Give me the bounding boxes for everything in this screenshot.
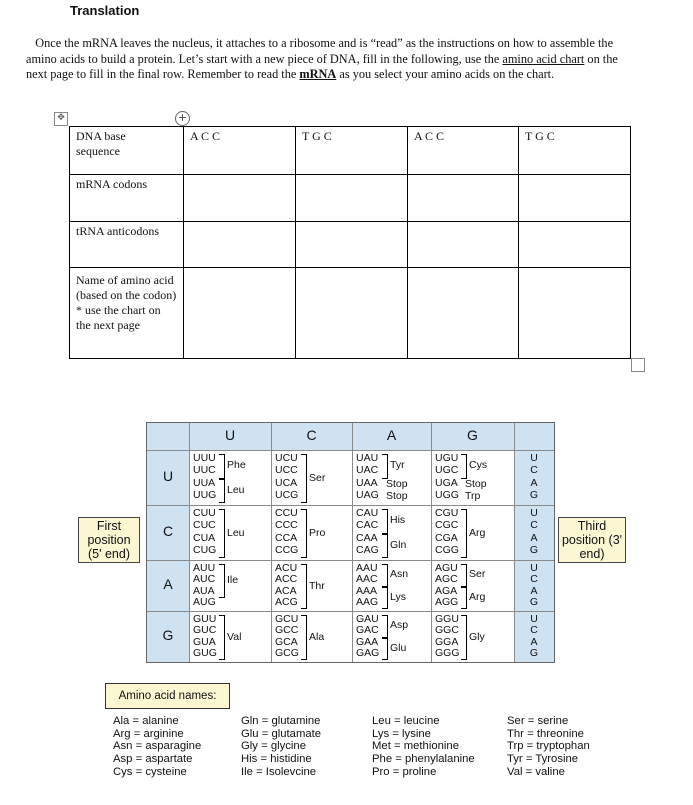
third-position-letter: A (530, 531, 538, 544)
amino-acid-name-entry: Asp = aspartate (113, 753, 193, 766)
chart-header-line (147, 450, 554, 451)
amino-acid-asp: Asp (390, 619, 409, 632)
first-position-label: First position (5' end) (78, 517, 140, 563)
amino-acid-cys: Cys (469, 459, 488, 472)
third-position-letter: C (530, 573, 538, 586)
codon-ucg: UCG (275, 488, 299, 501)
third-position-letter: U (530, 507, 538, 519)
amino-acid-val: Val (227, 630, 242, 643)
intro-text-1: Once the mRNA leaves the nucleus, it attaches to a ribosome and is “read” as the instructions on how to assemble the amino acids to build a protein. Let’s start with a new piece of DNA, fill in the following, use the (26, 36, 614, 66)
amino-acid-lys: Lys (390, 590, 406, 603)
codon-aaa: AAA (356, 584, 378, 597)
codon-gac: GAC (356, 624, 379, 637)
amino-acid-names-column (241, 715, 321, 779)
mrna-emphasis: mRNA (299, 67, 337, 81)
amino-acid-phe: Phe (227, 459, 246, 472)
codon-aau: AAU (356, 562, 378, 574)
amino-acid-his: His (390, 514, 406, 527)
third-position-letter: A (530, 584, 538, 597)
codon-agu: AGU (435, 562, 458, 574)
codon-auc: AUC (193, 573, 216, 586)
amino-acid-arg: Arg (469, 590, 486, 603)
aa-cell-4[interactable] (519, 268, 631, 359)
table-row (70, 222, 631, 268)
codon-aug: AUG (193, 595, 216, 608)
amino-acid-name-entry: Val = valine (507, 765, 565, 778)
chart-col-line (352, 423, 353, 662)
amino-acid-names-column (113, 715, 201, 779)
amino-acid-names-column (507, 715, 590, 779)
codon-gcg: GCG (275, 646, 299, 659)
insert-column-icon[interactable]: + (175, 111, 190, 126)
trna-cell-3[interactable] (408, 222, 519, 268)
codon-aag: AAG (356, 595, 379, 608)
amino-acid-ile: Ile (227, 573, 239, 586)
amino-acid-name-entry: Tyr = Tyrosine (507, 753, 579, 766)
amino-acid-leu: Leu (227, 483, 245, 496)
dna-cell-2[interactable]: T G C (296, 127, 408, 175)
trna-cell-4[interactable] (519, 222, 631, 268)
codon-group-bracket (382, 534, 388, 559)
third-position-letter: C (530, 464, 538, 477)
codon-gug: GUG (193, 646, 217, 659)
codon-uau: UAU (356, 452, 379, 464)
codon-ucc: UCC (275, 464, 298, 477)
codon-group-bracket (219, 454, 225, 479)
codon-gag: GAG (356, 646, 380, 659)
chart-col-line (189, 423, 190, 662)
codon-ugc: UGC (435, 464, 459, 477)
amino-acid-name-entry: Ile = Isolevcine (241, 765, 317, 778)
mrna-cell-1[interactable] (184, 175, 296, 222)
translation-worksheet-table (69, 126, 631, 359)
third-position-letter: U (530, 562, 538, 574)
codon-agc: AGC (435, 573, 458, 586)
codon-guu: GUU (193, 613, 217, 625)
amino-acid-asn: Asn (390, 568, 409, 581)
codon-ggu: GGU (435, 613, 459, 625)
amino-acid-ser: Ser (469, 568, 486, 581)
table-row (70, 175, 631, 222)
amino-acid-gly: Gly (469, 630, 485, 643)
codon-gau: GAU (356, 613, 379, 625)
second-position-header: U (224, 427, 236, 443)
codon-acc: ACC (275, 573, 298, 586)
amino-acid-name-entry: Met = methionine (372, 740, 459, 753)
amino-acid-stop: Stop (386, 489, 408, 502)
codon-acu: ACU (275, 562, 298, 574)
third-position-letter: A (530, 476, 538, 489)
codon-ccu: CCU (275, 507, 298, 519)
codon-cgc: CGC (435, 519, 459, 532)
amino-acid-stop: Stop (465, 477, 487, 490)
chart-row-line (147, 611, 554, 612)
amino-acid-name-entry: Trp = tryptophan (507, 740, 590, 753)
codon-group-bracket (461, 564, 467, 587)
codon-group-bracket (219, 615, 225, 660)
amino-acid-name-entry: Gly = glycine (241, 740, 306, 753)
intro-paragraph (26, 36, 636, 83)
row-label-mrna: mRNA codons (70, 175, 184, 222)
amino-acid-name-entry: Cys = cysteine (113, 765, 187, 778)
codon-cgu: CGU (435, 507, 459, 519)
codon-gaa: GAA (356, 635, 379, 648)
second-position-header: A (386, 427, 397, 443)
amino-acid-name-entry: Ala = alanine (113, 715, 179, 727)
codon-agg: AGG (435, 595, 459, 608)
chart-header-band (147, 423, 554, 450)
dna-cell-3[interactable]: A C C (408, 127, 519, 175)
amino-acid-gln: Gln (390, 538, 407, 551)
amino-acid-name-entry: Arg = arginine (113, 727, 184, 740)
codon-gcu: GCU (275, 613, 299, 625)
third-position-letter: C (530, 519, 538, 532)
codon-ggc: GGC (435, 624, 459, 637)
second-position-header: G (467, 427, 478, 443)
codon-acg: ACG (275, 595, 298, 608)
third-position-letter: U (530, 452, 538, 464)
amino-acid-name-entry: Gln = glutamine (241, 715, 321, 727)
aa-cell-1[interactable] (184, 268, 296, 359)
codon-group-bracket (219, 479, 225, 504)
codon-group-bracket (301, 454, 307, 503)
third-position-letter: G (529, 646, 539, 659)
third-position-letter: C (530, 624, 538, 637)
second-position-header: C (306, 427, 317, 443)
codon-group-bracket (219, 564, 225, 598)
codon-group-bracket (301, 564, 307, 609)
dna-cell-4[interactable]: T G C (519, 127, 631, 175)
codon-group-bracket (461, 587, 467, 610)
codon-cca: CCA (275, 531, 298, 544)
codon-cuc: CUC (193, 519, 216, 532)
codon-gcc: GCC (275, 624, 299, 637)
paragraph-end-marker (631, 358, 645, 372)
first-position-letter: U (162, 467, 174, 484)
amino-acid-name-entry: Thr = threonine (507, 727, 584, 740)
first-position-letter: G (162, 626, 174, 643)
codon-cga: CGA (435, 531, 458, 544)
amino-acid-trp: Trp (465, 489, 481, 502)
codon-cgg: CGG (435, 543, 459, 556)
codon-cau: CAU (356, 507, 379, 519)
codon-uug: UUG (193, 488, 217, 501)
codon-aga: AGA (435, 584, 458, 597)
amino-acid-name-entry: Pro = proline (372, 765, 437, 778)
mrna-cell-3[interactable] (408, 175, 519, 222)
dna-cell-1[interactable]: A C C (184, 127, 296, 175)
codon-group-bracket (301, 509, 307, 558)
chart-col-line (431, 423, 432, 662)
mrna-cell-4[interactable] (519, 175, 631, 222)
codon-group-bracket (382, 454, 388, 479)
codon-gua: GUA (193, 635, 216, 648)
amino-acid-names-title: Amino acid names: (105, 683, 230, 709)
chart-row-line (147, 505, 554, 506)
codon-uga: UGA (435, 476, 458, 489)
codon-group-bracket (382, 638, 388, 661)
codon-guc: GUC (193, 624, 217, 637)
amino-acid-glu: Glu (390, 641, 407, 654)
third-position-letter: G (529, 488, 539, 501)
third-position-letter: U (530, 613, 538, 625)
codon-aua: AUA (193, 584, 215, 597)
third-position-letter: G (529, 543, 539, 556)
third-position-letter: A (530, 635, 538, 648)
codon-ugu: UGU (435, 452, 459, 464)
codon-ccc: CCC (275, 519, 298, 532)
row-label-trna: tRNA anticodons (70, 222, 184, 268)
codon-uua: UUA (193, 476, 216, 489)
codon-uac: UAC (356, 464, 379, 477)
amino-acid-leu: Leu (227, 526, 245, 539)
first-position-letter: A (163, 575, 173, 592)
codon-gga: GGA (435, 635, 459, 648)
table-row (70, 127, 631, 175)
amino-acid-chart-link[interactable]: amino acid chart (502, 51, 585, 66)
amino-acid-name-entry: Glu = glutamate (241, 727, 322, 740)
codon-uca: UCA (275, 476, 298, 489)
amino-acid-name-entry: Lys = lysine (372, 727, 431, 740)
amino-acid-thr: Thr (309, 579, 325, 592)
codon-cuu: CUU (193, 507, 216, 519)
codon-group-bracket (461, 615, 467, 660)
codon-ggg: GGG (435, 646, 460, 659)
codon-group-bracket (382, 615, 388, 638)
third-position-label: Third position (3' end) (558, 517, 626, 563)
codon-group-bracket (382, 509, 388, 534)
codon-group-bracket (382, 564, 388, 587)
codon-uag: UAG (356, 488, 379, 501)
codon-group-bracket (301, 615, 307, 660)
codon-ucu: UCU (275, 452, 298, 464)
amino-acid-name-entry: Ser = serine (507, 715, 569, 727)
amino-acid-names-column (372, 715, 475, 779)
codon-aca: ACA (275, 584, 297, 597)
chart-col-line (514, 423, 515, 662)
chart-row-line (147, 560, 554, 561)
third-position-letter: G (529, 595, 539, 608)
codon-cac: CAC (356, 519, 379, 532)
codon-auu: AUU (193, 562, 216, 574)
codon-gca: GCA (275, 635, 298, 648)
amino-acid-name-entry: Phe = phenylalanine (372, 753, 475, 766)
codon-caa: CAA (356, 531, 378, 544)
trna-cell-1[interactable] (184, 222, 296, 268)
table-move-handle-icon[interactable]: ✥ (54, 112, 68, 126)
amino-acid-ala: Ala (309, 630, 325, 643)
codon-group-bracket (461, 509, 467, 558)
intro-text-2: on the next page to fill in the final row. Remember to read the (26, 51, 618, 81)
mrna-cell-2[interactable] (296, 175, 408, 222)
codon-chart (146, 422, 555, 663)
codon-cug: CUG (193, 543, 217, 556)
amino-acid-tyr: Tyr (390, 459, 405, 472)
amino-acid-name-entry: Asn = asparagine (113, 740, 202, 753)
amino-acid-ser: Ser (309, 471, 326, 484)
codon-cag: CAG (356, 543, 379, 556)
row-label-dna: DNA base sequence (70, 127, 184, 175)
row-label-amino-acid-text: Name of amino acid (based on the codon) (76, 273, 177, 302)
intro-text-3: as you select your amino acids on the chart. (336, 67, 555, 81)
codon-uaa: UAA (356, 476, 378, 489)
codon-group-bracket (461, 454, 467, 479)
first-position-letter: C (162, 522, 174, 539)
codon-group-bracket (219, 509, 225, 558)
trna-cell-2[interactable] (296, 222, 408, 268)
table-row (70, 268, 631, 359)
codon-ugg: UGG (435, 488, 459, 501)
chart-col-line (271, 423, 272, 662)
codon-cua: CUA (193, 531, 216, 544)
codon-ccg: CCG (275, 543, 299, 556)
amino-acid-name-entry: His = histidine (241, 753, 312, 766)
codon-aac: AAC (356, 573, 378, 586)
codon-group-bracket (382, 587, 388, 610)
codon-uuu: UUU (193, 452, 216, 464)
page-title: Translation (70, 3, 140, 18)
amino-acid-arg: Arg (469, 526, 486, 539)
row-label-amino-acid-note: * use the chart on the next page (76, 303, 161, 332)
amino-acid-pro: Pro (309, 526, 326, 539)
row-label-amino-acid (70, 268, 184, 359)
aa-cell-3[interactable] (408, 268, 519, 359)
aa-cell-2[interactable] (296, 268, 408, 359)
amino-acid-name-entry: Leu = leucine (372, 715, 440, 727)
codon-uuc: UUC (193, 464, 216, 477)
amino-acid-stop: Stop (386, 477, 408, 490)
